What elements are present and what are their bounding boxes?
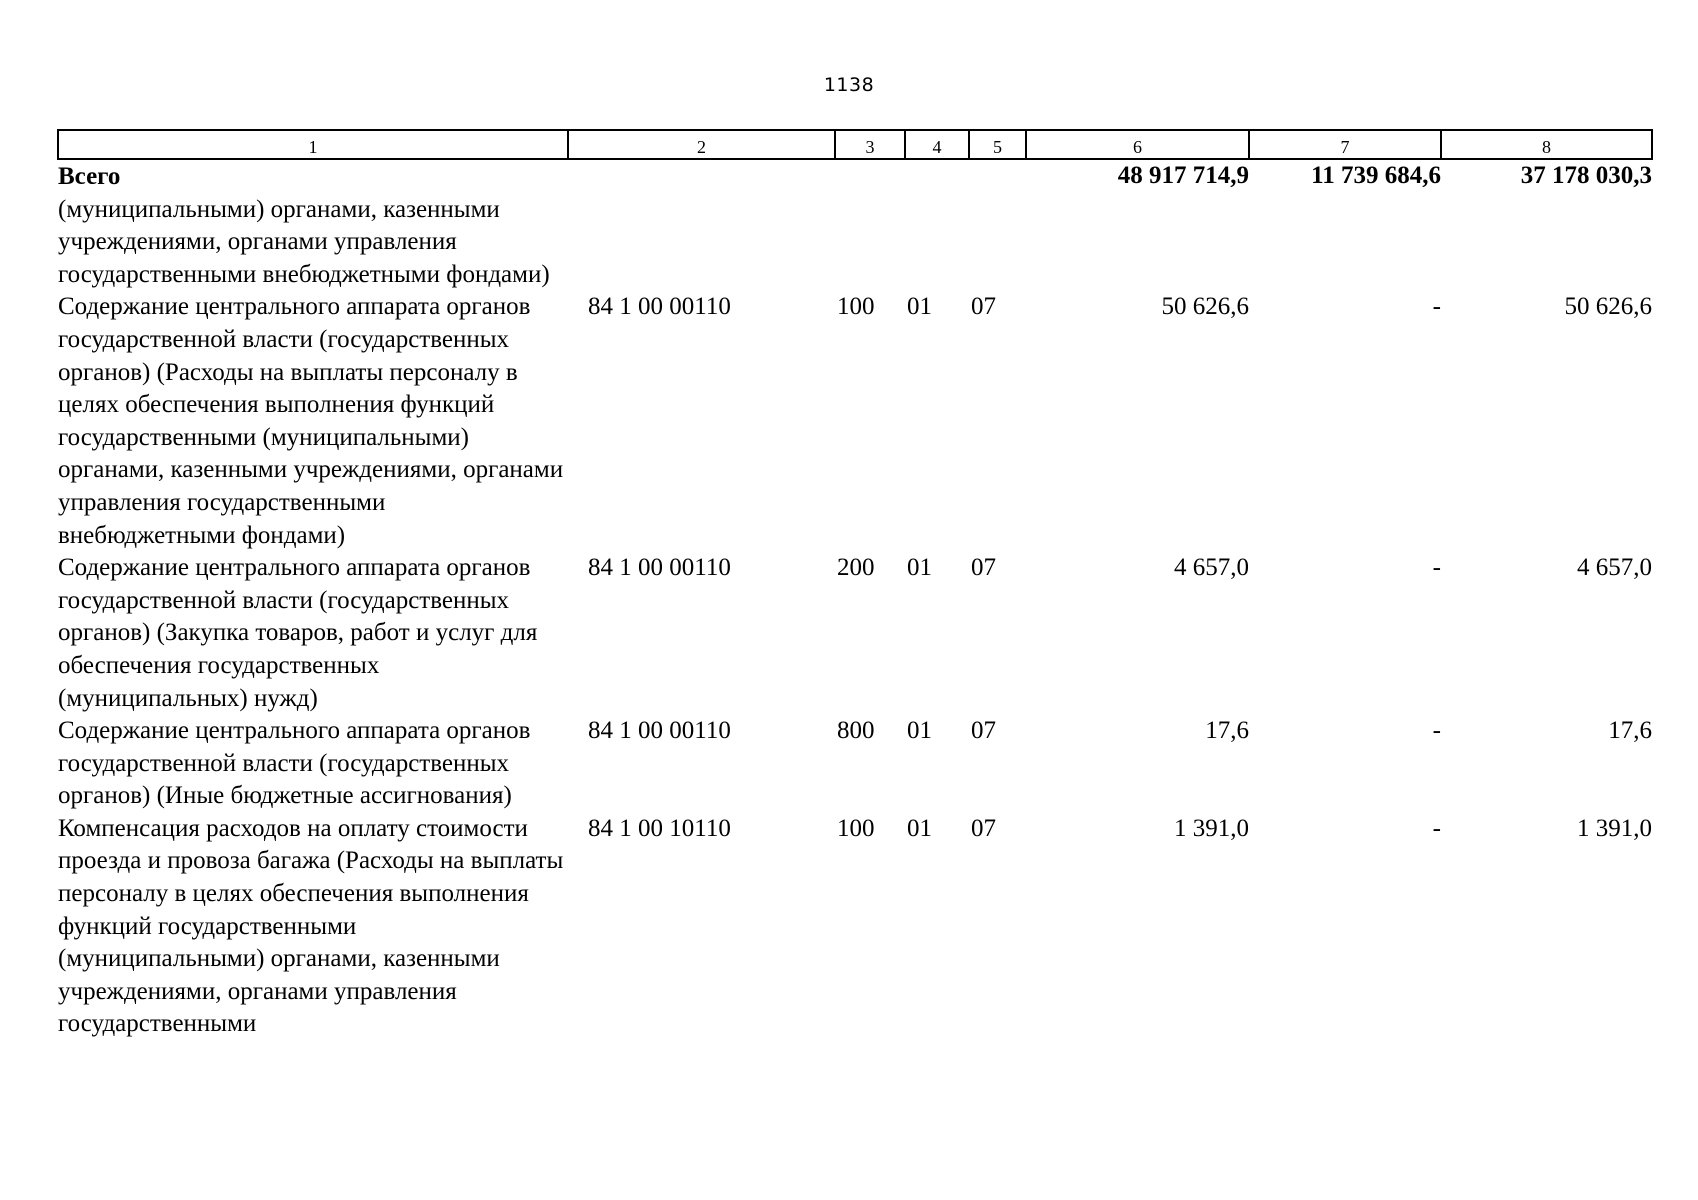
row-col8: 37 178 030,3 bbox=[1520, 162, 1652, 189]
row-csr: 84 1 00 10110 bbox=[588, 814, 731, 842]
row-csr bbox=[568, 159, 835, 291]
row-vr: 200 bbox=[837, 554, 875, 582]
column-header-2: 2 bbox=[568, 130, 835, 159]
table-row-total bbox=[58, 159, 1652, 291]
row-col7: - bbox=[1432, 293, 1441, 321]
column-header-3: 3 bbox=[835, 130, 905, 159]
column-header-4: 4 bbox=[905, 130, 969, 159]
row-col8: 1 391,0 bbox=[1577, 814, 1652, 842]
budget-table bbox=[57, 129, 1653, 1041]
row-total: 48 917 714,9 bbox=[1117, 162, 1249, 189]
row-total: 17,6 bbox=[1205, 717, 1249, 745]
column-header-7: 7 bbox=[1249, 130, 1441, 159]
row-pr: 07 bbox=[971, 814, 996, 842]
row-pr: 07 bbox=[971, 293, 996, 321]
row-col8: 50 626,6 bbox=[1564, 293, 1652, 321]
continuation-text: (муниципальными) органами, казенными учреждениями, органами управления государственными внебюджетными фондами) bbox=[58, 195, 550, 288]
row-name: Содержание центрального аппарата органов государственной власти (государственных органов) (Закупка товаров, работ и услуг для обеспечения государственных (муниципальных) нужд) bbox=[58, 554, 538, 712]
row-name bbox=[58, 159, 568, 291]
row-total: 50 626,6 bbox=[1161, 293, 1249, 321]
page-number: 1138 bbox=[823, 74, 875, 96]
row-rz: 01 bbox=[907, 717, 932, 745]
header-row bbox=[58, 130, 1652, 159]
row-rz bbox=[905, 159, 969, 291]
row-name: Содержание центрального аппарата органов государственной власти (государственных органов) (Иные бюджетные ассигнования) bbox=[58, 717, 531, 810]
row-csr: 84 1 00 00110 bbox=[588, 717, 731, 745]
row-name: Содержание центрального аппарата органов государственной власти (государственных органов) (Расходы на выплаты персоналу в целях обеспечения выполнения функций государственными (муниципальными) органами, казенными учреждениями, органами управления государственными внебюджетными фондами) bbox=[58, 293, 564, 549]
row-rz: 01 bbox=[907, 814, 932, 842]
table-header bbox=[58, 130, 1652, 159]
row-csr: 84 1 00 00110 bbox=[588, 554, 731, 582]
column-header-1: 1 bbox=[58, 130, 568, 159]
row-name: Компенсация расходов на оплату стоимости проезда и провоза багажа (Расходы на выплаты персоналу в целях обеспечения выполнения функций государственными (муниципальными) органами, казенными учреждениями, органами управления государственными bbox=[58, 814, 564, 1038]
row-col8: 17,6 bbox=[1608, 717, 1652, 745]
row-rz: 01 bbox=[907, 293, 932, 321]
row-pr bbox=[969, 159, 1026, 291]
table-row bbox=[58, 552, 1652, 715]
row-vr: 800 bbox=[837, 717, 875, 745]
row-csr: 84 1 00 00110 bbox=[588, 293, 731, 321]
row-vr: 100 bbox=[837, 293, 875, 321]
row-rz: 01 bbox=[907, 554, 932, 582]
table-row bbox=[58, 813, 1652, 1041]
row-pr: 07 bbox=[971, 554, 996, 582]
row-col7: - bbox=[1432, 814, 1441, 842]
row-vr: 100 bbox=[837, 814, 875, 842]
row-col7: - bbox=[1432, 717, 1441, 745]
row-col8: 4 657,0 bbox=[1577, 554, 1652, 582]
row-total: 4 657,0 bbox=[1174, 554, 1249, 582]
column-header-8: 8 bbox=[1441, 130, 1652, 159]
table-row bbox=[58, 291, 1652, 552]
table-body bbox=[58, 159, 1652, 1041]
row-col7: 11 739 684,6 bbox=[1311, 162, 1441, 189]
column-header-6: 6 bbox=[1026, 130, 1249, 159]
total-title: Всего bbox=[58, 163, 121, 190]
row-col7: - bbox=[1432, 554, 1441, 582]
table-row bbox=[58, 715, 1652, 813]
row-pr: 07 bbox=[971, 717, 996, 745]
row-total: 1 391,0 bbox=[1174, 814, 1249, 842]
column-header-5: 5 bbox=[969, 130, 1026, 159]
row-vr bbox=[835, 159, 905, 291]
